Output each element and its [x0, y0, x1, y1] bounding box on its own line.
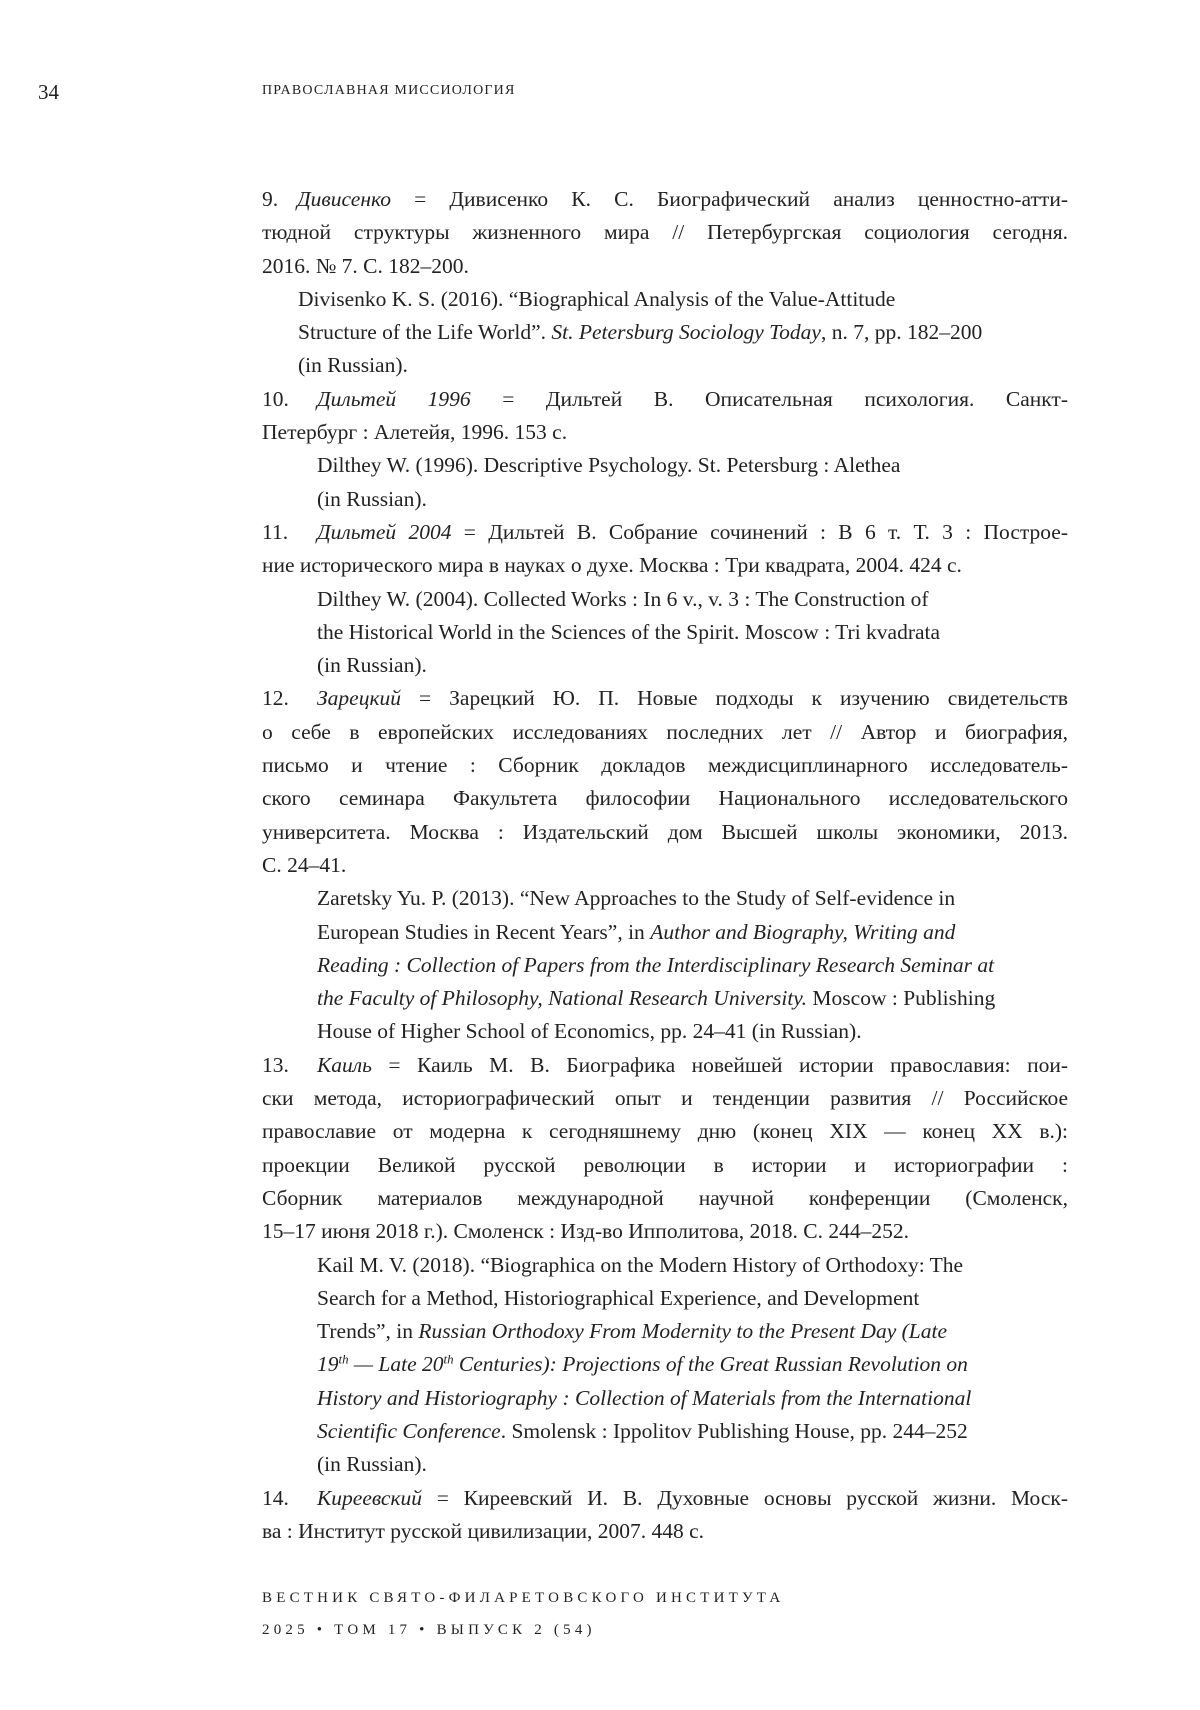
text-segment: Trends”, in	[317, 1319, 418, 1343]
text-segment: = Дивисенко К. С. Биографический анализ ценностно-атти-	[391, 187, 1068, 211]
line-text	[298, 320, 982, 344]
line-text: Сборник материалов международной научной конференции (Смоленск,	[262, 1186, 1068, 1210]
line-text: House of Higher School of Economics, pp. 24–41 (in Russian).	[317, 1019, 862, 1043]
italic-text: Зарецкий	[317, 686, 401, 710]
italic-text: 19	[317, 1352, 339, 1376]
reference-line-en	[262, 283, 1068, 316]
reference-line-en	[262, 1348, 1068, 1381]
reference-line-en	[262, 349, 1068, 382]
italic-text: — Late 20	[349, 1352, 444, 1376]
reference-line-ru	[262, 816, 1068, 849]
reference-line-en	[262, 1382, 1068, 1415]
line-text: (in Russian).	[317, 487, 427, 511]
line-text	[317, 1352, 968, 1376]
italic-text: Дильтей 2004	[317, 520, 451, 544]
line-text	[317, 1053, 1068, 1077]
reference-line-en	[262, 483, 1068, 516]
line-text: Zaretsky Yu. P. (2013). “New Approaches to the Study of Self-evidence in	[317, 886, 955, 910]
reference-line-ru	[262, 1049, 1068, 1082]
reference-entry	[262, 183, 1068, 383]
reference-line-ru	[262, 1149, 1068, 1182]
reference-entry	[262, 1482, 1068, 1549]
reference-line-en	[262, 1015, 1068, 1048]
italic-text: Scientific Conference	[317, 1419, 501, 1443]
reference-line-ru	[262, 1082, 1068, 1115]
italic-text: Reading : Collection of Papers from the Interdisciplinary Research Seminar at	[317, 953, 994, 977]
italic-text: Киреевский	[317, 1486, 422, 1510]
reference-list	[262, 183, 1068, 1548]
reference-line-ru	[262, 682, 1068, 715]
reference-line-ru	[262, 1182, 1068, 1215]
reference-line-ru	[262, 1215, 1068, 1248]
italic-text: Дивисенко	[297, 187, 391, 211]
reference-line-ru	[262, 716, 1068, 749]
italic-text: the Faculty of Philosophy, National Research University.	[317, 986, 807, 1010]
reference-entry	[262, 383, 1068, 516]
reference-number: 10.	[262, 383, 317, 416]
italic-text: Russian Orthodoxy From Modernity to the Present Day (Late	[418, 1319, 947, 1343]
italic-text: Каиль	[317, 1053, 372, 1077]
text-segment: Moscow : Publishing	[807, 986, 995, 1010]
line-text: проекции Великой русской революции в истории и историографии :	[262, 1153, 1068, 1177]
reference-line-ru	[262, 1515, 1068, 1548]
running-title: ПРАВОСЛАВНАЯ МИССИОЛОГИЯ	[262, 83, 516, 99]
line-text: (in Russian).	[298, 353, 408, 377]
reference-line-en	[262, 616, 1068, 649]
reference-line-en	[262, 1448, 1068, 1481]
reference-number: 11.	[262, 516, 317, 549]
reference-line-ru	[262, 782, 1068, 815]
line-text: (in Russian).	[317, 1452, 427, 1476]
reference-line-en	[262, 1282, 1068, 1315]
line-text: ние исторического мира в науках о духе. Москва : Три квадрата, 2004. 424 с.	[262, 553, 962, 577]
line-text: Dilthey W. (1996). Descriptive Psychology. St. Petersburg : Alethea	[317, 453, 900, 477]
line-text: письмо и чтение : Сборник докладов междисциплинарного исследователь-	[262, 753, 1068, 777]
reference-line-en	[262, 949, 1068, 982]
reference-line-en	[262, 916, 1068, 949]
text-segment: Structure of the Life World”.	[298, 320, 551, 344]
line-text	[317, 387, 1068, 411]
reference-entry	[262, 682, 1068, 1048]
reference-line-ru	[262, 183, 1068, 216]
reference-line-en	[262, 882, 1068, 915]
superscript: th	[444, 1353, 454, 1367]
reference-number: 14.	[262, 1482, 317, 1515]
line-text: 2016. № 7. С. 182–200.	[262, 254, 469, 278]
italic-text: History and Historiography : Collection of Materials from the International	[317, 1386, 971, 1410]
reference-line-ru	[262, 216, 1068, 249]
line-text: 15–17 июня 2018 г.). Смоленск : Изд-во Ипполитова, 2018. С. 244–252.	[262, 1219, 909, 1243]
reference-line-ru	[262, 549, 1068, 582]
line-text: the Historical World in the Sciences of the Spirit. Moscow : Tri kvadrata	[317, 620, 940, 644]
line-text	[297, 187, 1068, 211]
reference-line-ru	[262, 1482, 1068, 1515]
reference-line-en	[262, 649, 1068, 682]
line-text: (in Russian).	[317, 653, 427, 677]
line-text	[317, 953, 994, 977]
line-text: Dilthey W. (2004). Collected Works : In 6 v., v. 3 : The Construction of	[317, 587, 929, 611]
reference-line-ru	[262, 749, 1068, 782]
text-segment: = Каиль М. В. Биографика новейшей истории православия: пои-	[372, 1053, 1068, 1077]
line-text	[317, 986, 995, 1010]
italic-text: Centuries): Projections of the Great Russian Revolution on	[454, 1352, 968, 1376]
text-segment: . Smolensk : Ippolitov Publishing House, pp. 244–252	[501, 1419, 968, 1443]
line-text	[317, 520, 1068, 544]
text-segment: = Дильтей В. Собрание сочинений : В 6 т. Т. 3 : Построе-	[451, 520, 1068, 544]
line-text	[317, 686, 1068, 710]
reference-number: 13.	[262, 1049, 317, 1082]
line-text	[317, 1419, 968, 1443]
reference-line-ru	[262, 383, 1068, 416]
line-text: С. 24–41.	[262, 853, 346, 877]
line-text: ски метода, историографический опыт и тенденции развития // Российское	[262, 1086, 1068, 1110]
reference-line-ru	[262, 849, 1068, 882]
superscript: th	[339, 1353, 349, 1367]
reference-line-en	[262, 449, 1068, 482]
text-segment: , n. 7, pp. 182–200	[821, 320, 982, 344]
italic-text: Дильтей 1996	[317, 387, 471, 411]
reference-entry	[262, 516, 1068, 682]
line-text: Divisenko K. S. (2016). “Biographical Analysis of the Value-Attitude	[298, 287, 895, 311]
line-text: университета. Москва : Издательский дом Высшей школы экономики, 2013.	[262, 820, 1068, 844]
line-text	[317, 1486, 1068, 1510]
line-text: ва : Институт русской цивилизации, 2007. 448 с.	[262, 1519, 704, 1543]
text-segment: = Зарецкий Ю. П. Новые подходы к изучению свидетельств	[401, 686, 1068, 710]
line-text: Search for a Method, Historiographical Experience, and Development	[317, 1286, 919, 1310]
line-text	[317, 1386, 971, 1410]
reference-number: 9.	[262, 183, 297, 216]
reference-line-en	[262, 1249, 1068, 1282]
reference-line-en	[262, 583, 1068, 616]
line-text: о себе в европейских исследованиях последних лет // Автор и биография,	[262, 720, 1068, 744]
line-text	[317, 1319, 947, 1343]
text-segment: = Киреевский И. В. Духовные основы русской жизни. Моск-	[422, 1486, 1068, 1510]
journal-title: ВЕСТНИК СВЯТО-ФИЛАРЕТОВСКОГО ИНСТИТУТА	[262, 1590, 784, 1607]
reference-line-ru	[262, 1115, 1068, 1148]
reference-line-en	[262, 316, 1068, 349]
line-text: православие от модерна к сегодняшнему дню (конец XIX — конец XX в.):	[262, 1119, 1068, 1143]
line-text	[317, 920, 955, 944]
reference-line-en	[262, 1415, 1068, 1448]
issue-info: 2025 • ТОМ 17 • ВЫПУСК 2 (54)	[262, 1622, 596, 1639]
text-segment: European Studies in Recent Years”, in	[317, 920, 650, 944]
reference-line-ru	[262, 250, 1068, 283]
page-number: 34	[38, 80, 59, 105]
italic-text: Author and Biography, Writing and	[650, 920, 955, 944]
reference-number: 12.	[262, 682, 317, 715]
line-text: тюдной структуры жизненного мира // Петербургская социология сегодня.	[262, 220, 1068, 244]
reference-line-ru	[262, 416, 1068, 449]
reference-entry	[262, 1049, 1068, 1482]
italic-text: St. Petersburg Sociology Today	[551, 320, 821, 344]
text-segment: = Дильтей В. Описательная психология. Санкт-	[471, 387, 1068, 411]
reference-line-en	[262, 1315, 1068, 1348]
reference-line-ru	[262, 516, 1068, 549]
line-text: ского семинара Факультета философии Национального исследовательского	[262, 786, 1068, 810]
line-text: Петербург : Алетейя, 1996. 153 с.	[262, 420, 567, 444]
line-text: Kail M. V. (2018). “Biographica on the Modern History of Orthodoxy: The	[317, 1253, 963, 1277]
reference-line-en	[262, 982, 1068, 1015]
